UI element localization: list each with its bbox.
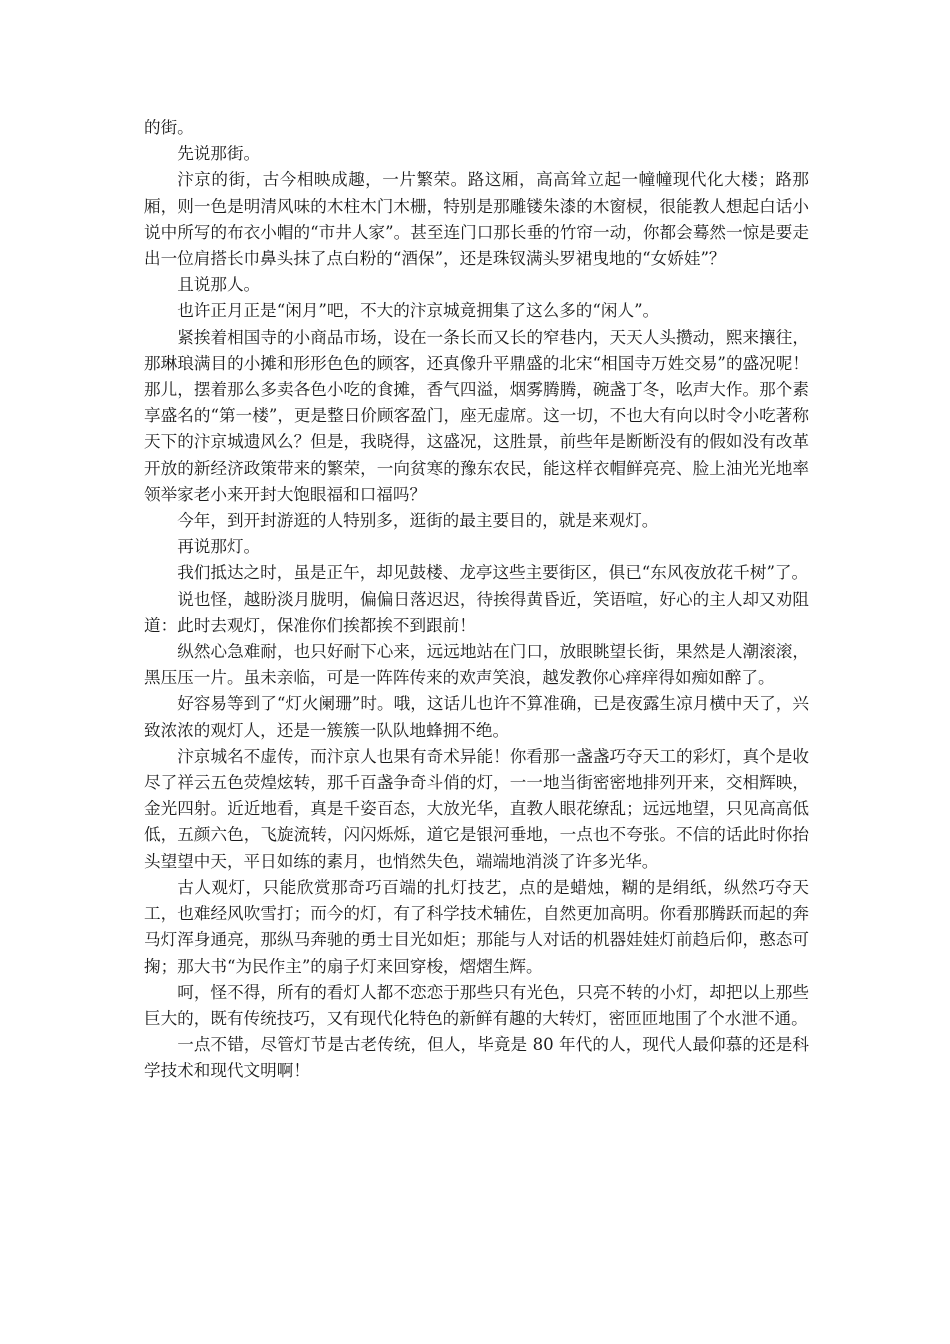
paragraph-ancient-vs-modern: 古人观灯，只能欣赏那奇巧百端的扎灯技艺，点的是蜡烛，糊的是绢纸，纵然巧夺天工，也难经风吹雪打；而今的灯，有了科学技术辅佐，自然更加高明。你看那腾跃而起的奔马灯浑身通亮，那纵马奔驰的勇士目光如炬；那能与人对话的机器娃娃灯前趋后仰，憨态可掬；那大书“为民作主”的扇子灯来回穿梭，熠熠生辉。 — [144, 877, 809, 976]
paragraph-conclusion: 一点不错，尽管灯节是古老传统，但人，毕竟是 80 年代的人，现代人最仰慕的还是科学技术和现代文明啊！ — [144, 1035, 809, 1081]
paragraph-visitors: 今年，到开封游逛的人特别多，逛街的最主要目的，就是来观灯。 — [177, 511, 659, 531]
paragraph-people-heading: 且说那人。 — [177, 275, 261, 295]
paragraph-crowds: 纵然心急难耐，也只好耐下心来，远远地站在门口，放眼眺望长街，果然是人潮滚滚，黑压压一片。虽未亲临，可是一阵阵传来的欢声笑浪，越发教你心痒痒得如痴如醉了。 — [144, 642, 809, 688]
paragraph-lantern-heading: 再说那灯。 — [177, 537, 261, 557]
paragraph-waiting: 说也怪，越盼淡月胧明，偏偏日落迟迟，待挨得黄昏近，笑语喧，好心的主人却又劝阻道：此时去观灯，保准你们挨都挨不到跟前！ — [144, 589, 809, 635]
paragraph-idle-month: 也许正月正是“闲月”吧，不大的汴京城竟拥集了这么多的“闲人”。 — [177, 301, 660, 321]
paragraph-big-lanterns: 呵，怪不得，所有的看灯人都不恋恋于那些只有光色，只亮不转的小灯，却把以上那些巨大的，既有传统技巧，又有现代化特色的新鲜有趣的大转灯，密匝匝地围了个水泄不通。 — [144, 982, 809, 1028]
paragraph-late-night: 好容易等到了“灯火阑珊”时。哦，这话儿也许不算准确，已是夜露生凉月横中天了，兴致浓浓的观灯人，还是一簇簇一队队地蜂拥不绝。 — [144, 694, 809, 740]
paragraph-lantern-display: 汴京城名不虚传，而汴京人也果有奇术异能！你看那一盏盏巧夺天工的彩灯，真个是收尽了祥云五色荧煌炫转，那千百盏争奇斗俏的灯，一一地当街密密地排列开来，交相辉映，金光四射。近近地看，真是千姿百态，大放光华，直教人眼花缭乱；远远地望，只见高高低低，五颜六色，飞旋流转，闪闪烁烁，道它是银河垂地，一点也不夸张。不信的话此时你抬头望望中天，平日如练的素月，也悄然失色，端端地消淡了许多光华。 — [144, 746, 809, 871]
article-body — [144, 115, 809, 1085]
paragraph-arrival: 我们抵达之时，虽是正午，却见鼓楼、龙亭这些主要街区，俱已“东风夜放花千树”了。 — [177, 563, 809, 583]
paragraph-market: 紧挨着相国寺的小商品市场，设在一条长而又长的窄巷内，天天人头攒动，熙来攘往，那琳琅满目的小摊和形形色色的顾客，还真像升平鼎盛的北宋“相国寺万姓交易”的盛况呢！那儿，摆着那么多卖各色小吃的食摊，香气四溢，烟雾腾腾，碗盏丁冬，吆声大作。那个素享盛名的“第一楼”，更是整日价顾客盈门，座无虚席。这一切，不也大有向以时令小吃著称天下的汴京城遗风么？但是，我晓得，这盛况，这胜景，前些年是断断没有的假如没有改革开放的新经济政策带来的繁荣，一向贫寒的豫东农民，能这样衣帽鲜亮亮、脸上油光光地率领举家老小来开封大饱眼福和口福吗？ — [144, 327, 809, 504]
paragraph-continuation: 的街。 — [144, 118, 194, 137]
paragraph-street-heading: 先说那街。 — [177, 144, 261, 164]
paragraph-street-description: 汴京的街，古今相映成趣，一片繁荣。路这厢，高高耸立起一幢幢现代化大楼；路那厢，则一色是明清风味的木柱木门木栅，特别是那雕镂朱漆的木窗棂，很能教人想起白话小说中所写的布衣小帽的“市井人家”。甚至连门口那长垂的竹帘一动，你都会蓦然一惊是要走出一位肩搭长巾鼻头抹了点白粉的“酒保”，还是珠钗满头罗裙曳地的“女娇娃”？ — [144, 170, 809, 269]
